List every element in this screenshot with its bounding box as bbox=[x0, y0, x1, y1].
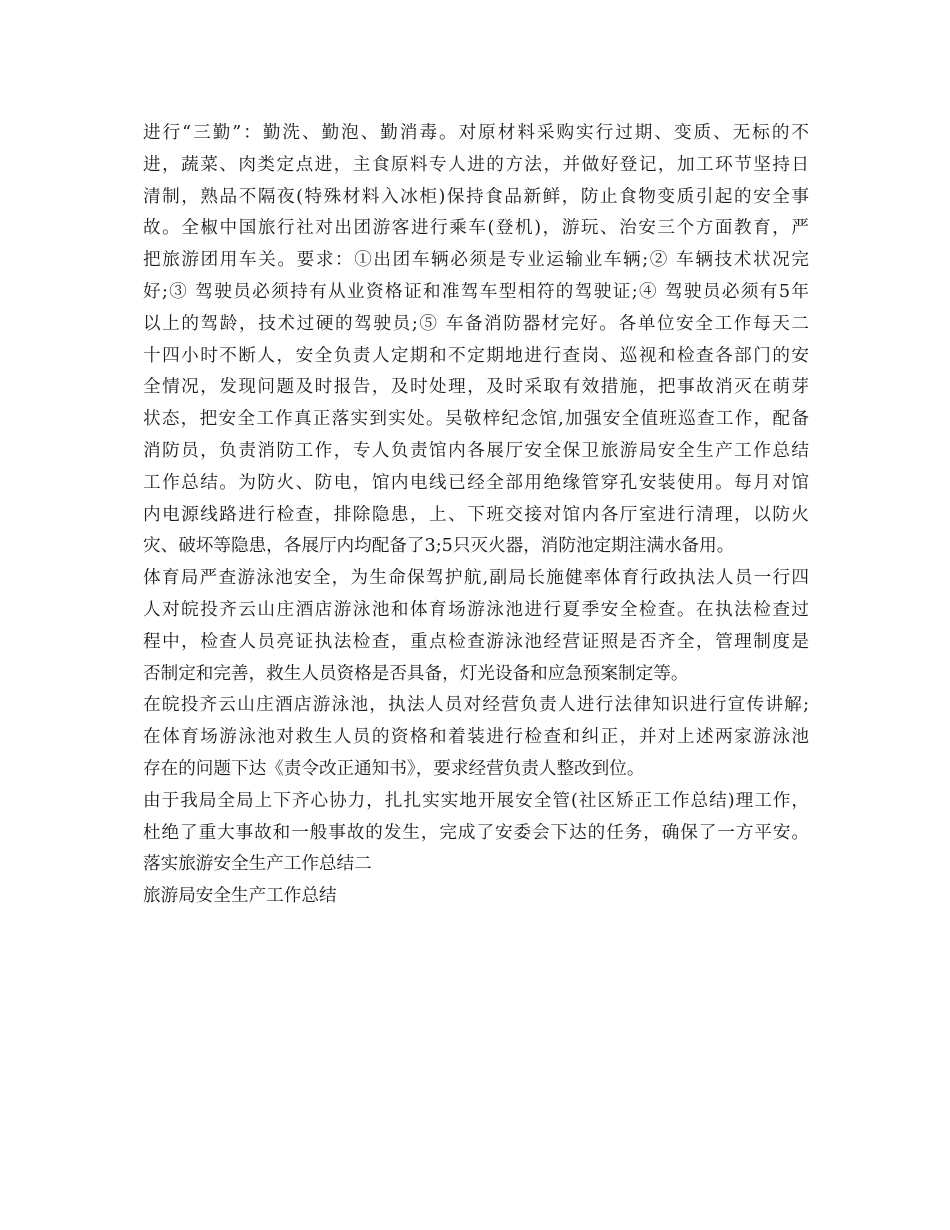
text-line: 程中，检查人员亮证执法检查，重点检查游泳池经营证照是否齐全，管理制度是 bbox=[143, 631, 809, 652]
text-line: 进，蔬菜、肉类定点进，主食原料专人进的方法，并做好登记，加工环节坚持日 bbox=[143, 154, 809, 175]
text-line: 旅游局安全生产工作总结 bbox=[143, 886, 337, 907]
document-body bbox=[143, 118, 809, 913]
text-line: 故。全椒中国旅行社对出团游客进行乘车(登机)，游玩、治安三个方面教育，严 bbox=[143, 218, 809, 239]
text-line: 落实旅游安全生产工作总结二 bbox=[143, 854, 372, 875]
text-line: 由于我局全局上下齐心协力，扎扎实实地开展安全管(社区矫正工作总结)理工作， bbox=[143, 790, 809, 811]
text-line: 消防员，负责消防工作，专人负责馆内各展厅安全保卫旅游局安全生产工作总结 bbox=[143, 440, 809, 461]
text-line: 全情况，发现问题及时报告，及时处理，及时采取有效措施，把事故消灭在萌芽 bbox=[143, 377, 809, 398]
text-line: 把旅游团用车关。要求：①出团车辆必须是专业运输业车辆;② 车辆技术状况完 bbox=[143, 250, 809, 271]
text-line: 清制，熟品不隔夜(特殊材料入冰柜)保持食品新鲜，防止食物变质引起的安全事 bbox=[143, 186, 809, 207]
text-line: 杜绝了重大事故和一般事故的发生，完成了安委会下达的任务，确保了一方平安。 bbox=[143, 822, 809, 843]
text-line: 状态，把安全工作真正落实到实处。吴敬梓纪念馆,加强安全值班巡查工作，配备 bbox=[143, 409, 809, 430]
text-line: 否制定和完善，救生人员资格是否具备，灯光设备和应急预案制定等。 bbox=[143, 663, 689, 684]
text-line: 在体育场游泳池对救生人员的资格和着装进行检查和纠正，并对上述两家游泳池 bbox=[143, 727, 809, 748]
text-line: 人对皖投齐云山庄酒店游泳池和体育场游泳池进行夏季安全检查。在执法检查过 bbox=[143, 599, 809, 620]
text-line: 内电源线路进行检查，排除隐患，上、下班交接对馆内各厅室进行清理，以防火 bbox=[143, 504, 809, 525]
text-line: 体育局严查游泳池安全，为生命保驾护航,副局长施健率体育行政执法人员一行四 bbox=[143, 568, 809, 589]
text-line: 存在的问题下达《责令改正通知书》，要求经营负责人整改到位。 bbox=[143, 758, 645, 779]
text-line: 十四小时不断人，安全负责人定期和不定期地进行查岗、巡视和检查各部门的安 bbox=[143, 345, 809, 366]
text-line: 工作总结。为防火、防电，馆内电线已经全部用绝缘管穿孔安装使用。每月对馆 bbox=[143, 472, 809, 493]
text-line: 灾、破坏等隐患，各展厅内均配备了3;5只灭火器，消防池定期注满水备用。 bbox=[143, 536, 735, 557]
text-line: 进行“三勤”：勤洗、勤泡、勤消毒。对原材料采购实行过期、变质、无标的不 bbox=[143, 123, 809, 143]
text-line: 以上的驾龄，技术过硬的驾驶员;⑤ 车备消防器材完好。各单位安全工作每天二 bbox=[143, 313, 809, 334]
text-line: 好;③ 驾驶员必须持有从业资格证和准驾车型相符的驾驶证;④ 驾驶员必须有5年 bbox=[143, 281, 809, 302]
text-line: 在皖投齐云山庄酒店游泳池，执法人员对经营负责人进行法律知识进行宣传讲解; bbox=[143, 695, 809, 716]
